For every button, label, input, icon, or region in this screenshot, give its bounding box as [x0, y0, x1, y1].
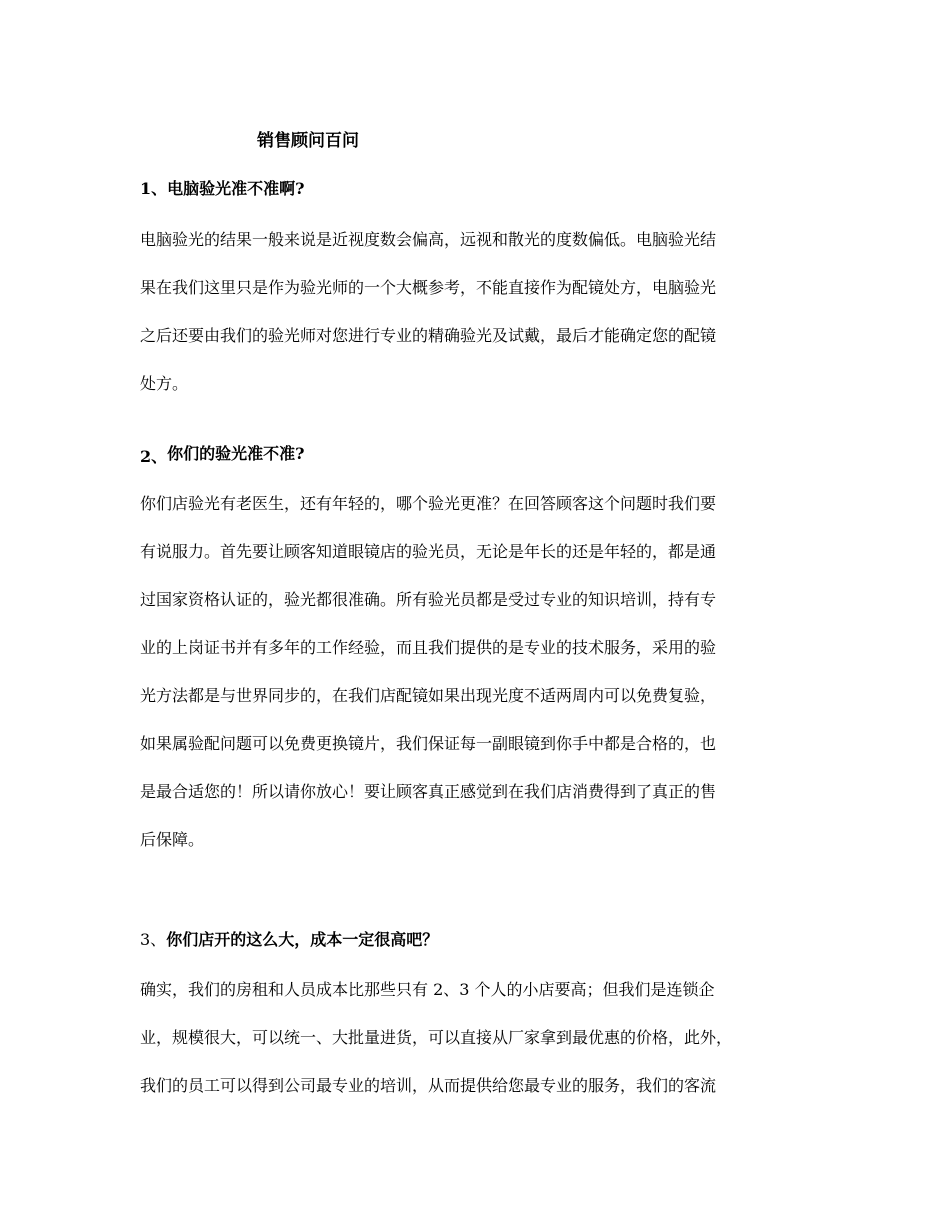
- answer-2-line: 如果属验配问题可以免费更换镜片，我们保证每一副眼镜到你手中都是合格的，也: [140, 734, 717, 753]
- answer-2-line: 业的上岗证书并有多年的工作经验，而且我们提供的是专业的技术服务，采用的验: [140, 638, 717, 657]
- question-3-heading: [140, 929, 438, 951]
- answer-1-line: 处方。: [140, 374, 189, 393]
- question-2-text: 你们的验光准不准?: [167, 444, 305, 463]
- answer-2-line: 有说服力。首先要让顾客知道眼镜店的验光员，无论是年长的还是年轻的，都是通: [140, 542, 717, 561]
- question-3-text: 你们店开的这么大，成本一定很高吧？: [166, 930, 439, 949]
- question-1-number: 1、: [140, 179, 168, 198]
- question-3-number: 3、: [140, 930, 167, 949]
- answer-2-line: 后保障。: [140, 830, 205, 849]
- answer-2-line: 过国家资格认证的，验光都很准确。所有验光员都是受过专业的知识培训，持有专: [140, 590, 717, 609]
- answer-3-line: 业，规模很大，可以统一、大批量进货，可以直接从厂家拿到最优惠的价格，此外，: [140, 1028, 733, 1047]
- answer-2-line: 是最合适您的！所以请你放心！要让顾客真正感觉到在我们店消费得到了真正的售: [140, 782, 717, 801]
- question-1-text: 电脑验光准不准啊?: [167, 179, 305, 198]
- answer-1-line: 电脑验光的结果一般来说是近视度数会偏高，远视和散光的度数偏低。电脑验光结: [140, 230, 717, 249]
- answer-3-line: 我们的员工可以得到公司最专业的培训，从而提供给您最专业的服务，我们的客流: [140, 1076, 717, 1095]
- answer-2-line: 光方法都是与世界同步的，在我们店配镜如果出现光度不适两周内可以免费复验，: [140, 686, 717, 705]
- answer-2-line: 你们店验光有老医生，还有年轻的，哪个验光更准？在回答顾客这个问题时我们要: [140, 494, 717, 513]
- answer-3-line: 确实，我们的房租和人员成本比那些只有 2、3 个人的小店要高；但我们是连锁企: [140, 980, 715, 999]
- question-2-heading: [140, 443, 305, 465]
- question-1-heading: [140, 178, 305, 200]
- answer-1-line: 之后还要由我们的验光师对您进行专业的精确验光及试戴，最后才能确定您的配镜: [140, 326, 717, 345]
- question-2-number: 2、: [140, 447, 168, 466]
- answer-1-line: 果在我们这里只是作为验光师的一个大概参考，不能直接作为配镜处方，电脑验光: [140, 278, 717, 297]
- document-title: 销售顾问百问: [257, 131, 359, 151]
